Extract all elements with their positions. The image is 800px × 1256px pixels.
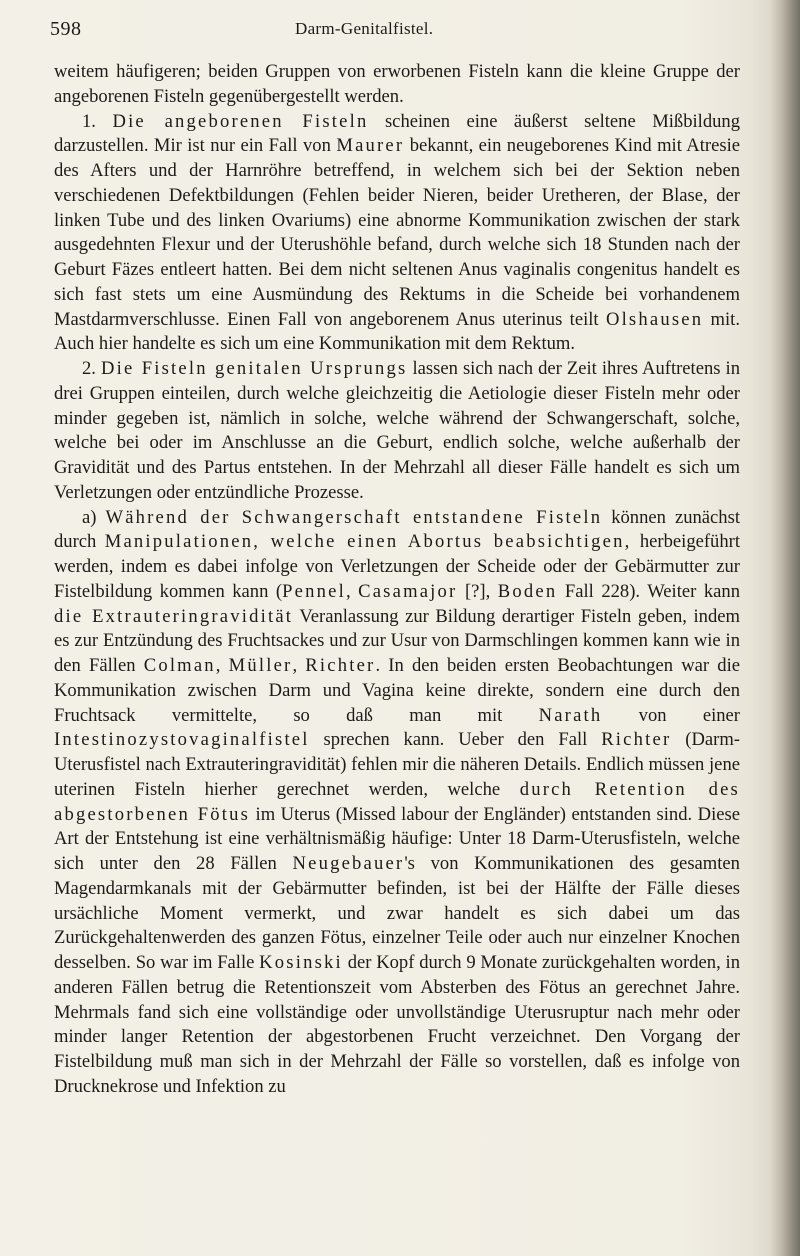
text-run: 2. [82, 358, 101, 379]
text-run: , [215, 655, 229, 676]
text-run: herbeigeführt werden, indem es dabei infolge von Verletzungen der Scheide oder der Gebärmutter zur Fistelbildung kommen kann ( [54, 531, 741, 602]
text-run: von einer [602, 704, 740, 726]
spaced-emphasis-text: Pennel [282, 580, 346, 602]
page-gutter-shadow [770, 0, 800, 1256]
spaced-emphasis-text: Müller [228, 655, 293, 676]
text-run: mit. Auch hier handelte es sich um eine Kommunikation mit dem Rektum. [54, 308, 740, 355]
spaced-emphasis-text: Manipulationen, welche einen Abortus beabsichtigen, [104, 531, 632, 553]
text-run: sprechen kann. Ueber den Fall [309, 729, 602, 751]
text-run: der Kopf durch 9 Monate zurückgehalten worden, in anderen Fällen betrug die Retentionszeit vom Absterben des Fötus an gerechnet Jahre. Mehrmals fand sich eine vollständige oder unvollständige Uterusruptur nach mehr oder minder langer Retention der abgestorbenen Frucht verzeichnet. Den Vorgang der Fistelbildung muß man sich in der Mehrzahl der Fälle so vorstellen, daß es infolge von Drucknekrose und Infektion zu [54, 952, 740, 1097]
paragraph [54, 60, 740, 110]
text-run: . In den beiden ersten Beobachtungen war die Kommunikation zwischen Darm und Vagina keine direkte, sondern eine durch den Fruchtsack vermittelte, so daß man mit [54, 655, 740, 726]
spaced-emphasis-text: Neugebauer [292, 853, 405, 874]
text-run: können zunächst durch [54, 506, 740, 553]
spaced-emphasis-text: Maurer [336, 135, 405, 157]
body-text [54, 60, 740, 1100]
paragraph [54, 506, 740, 1100]
paragraph [54, 357, 740, 506]
text-run: scheinen eine äußerst seltene Mißbildung darzustellen. Mir ist nur ein Fall von [54, 110, 741, 157]
text-run: bekannt, ein neugeborenes Kind mit Atresie des Afters und der Harnröhre betreffend, in welchem sich bei der Sektion neben verschiedenen Defektbildungen (Fehlen beider Nieren, beider Uretheren, der Blase, der linken Tube und des linken Ovariums) eine abnorme Kommunikation zwischen der stark ausgedehnten Flexur und der Uterushöhle befand, durch welche sich 18 Stunden nach der Geburt Fäzes entleert hatten. Bei dem nicht seltenen Anus vaginalis congenitus handelt es sich fast stets um eine Ausmündung des Rektums in die Scheide bei vorhandenem Mastdarmverschlusse. Einen Fall von angeborenem Anus uterinus teilt [54, 135, 741, 330]
spaced-emphasis-text: Boden [497, 580, 558, 602]
text-run: im Uterus (Missed labour der Engländer) entstanden sind. Diese Art der Entstehung ist eine verhältnismäßig häufige: Unter 18 Darm-Uterusfisteln, welche sich unter den 28 Fällen [54, 803, 740, 874]
spaced-emphasis-text: die Extrauteringravidität [54, 605, 294, 627]
paragraph [54, 110, 740, 358]
text-run: [?], [457, 580, 498, 602]
spaced-emphasis-text: Kosinski [259, 952, 343, 973]
text-run: a) [82, 506, 106, 528]
text-run: 's von Kommunikationen des gesamten Magendarmkanals mit der Gebärmutter befinden, ist bei der Hälfte der Fälle dieses ursächliche Moment vermerkt, und zwar handelt es sich dabei um das Zurückgehaltenwerden des ganzen Fötus, einzelner Teile oder auch nur einzelner Knochen desselben. So war im Falle [54, 853, 740, 973]
spaced-emphasis-text: Richter [601, 729, 672, 751]
spaced-emphasis-text: Intestinozystovaginalfistel [54, 729, 310, 751]
spaced-emphasis-text: Während der Schwangerschaft entstandene Fisteln [105, 506, 603, 528]
spaced-emphasis-text: durch Retention des abgestorbenen Fötus [54, 778, 740, 825]
spaced-emphasis-text: Narath [538, 704, 603, 726]
text-run: lassen sich nach der Zeit ihres Auftretens in drei Gruppen einteilen, durch welche gleichzeitig die Aetiologie dieser Fisteln mehr oder minder gegeben ist, nämlich in solche, welche während der Schwangerschaft, solche, welche bei oder im Anschlusse an die Geburt, endlich solche, welche außerhalb der Gravidität und des Partus entstehen. In der Mehrzahl all dieser Fälle handelt es sich um Verletzungen oder entzündliche Prozesse. [54, 358, 741, 503]
spaced-emphasis-text: Die angeborenen Fisteln [112, 110, 369, 132]
running-head [50, 18, 740, 48]
text-run: Fall 228). Weiter kann [557, 580, 740, 602]
page-number: 598 [50, 18, 82, 40]
text-run: Veranlassung zur Bildung derartiger Fisteln geben, indem es zur Entzündung des Fruchtsackes und zur Usur von Darmschlingen kommen kann wie in den Fällen [54, 605, 740, 676]
text-run: , [345, 580, 359, 602]
text-run: weitem häufigeren; beiden Gruppen von erworbenen Fisteln kann die kleine Gruppe der angeborenen Fisteln gegenübergestellt werden. [54, 61, 740, 107]
text-run: , [292, 655, 306, 676]
text-run: 1. [82, 110, 113, 132]
spaced-emphasis-text: Die Fisteln genitalen Ursprungs [101, 358, 408, 379]
spaced-emphasis-text: Richter [305, 655, 376, 676]
spaced-emphasis-text: Olshausen [605, 308, 704, 330]
spaced-emphasis-text: Casamajor [358, 580, 458, 602]
text-run: (Darm-Uterusfistel nach Extrauteringravidität) fehlen mir die näheren Details. Endlich müssen jene uterinen Fisteln hierher gerechnet werden, welche [54, 729, 740, 800]
spaced-emphasis-text: Colman [143, 655, 216, 676]
running-title: Darm-Genitalfistel. [295, 19, 434, 38]
